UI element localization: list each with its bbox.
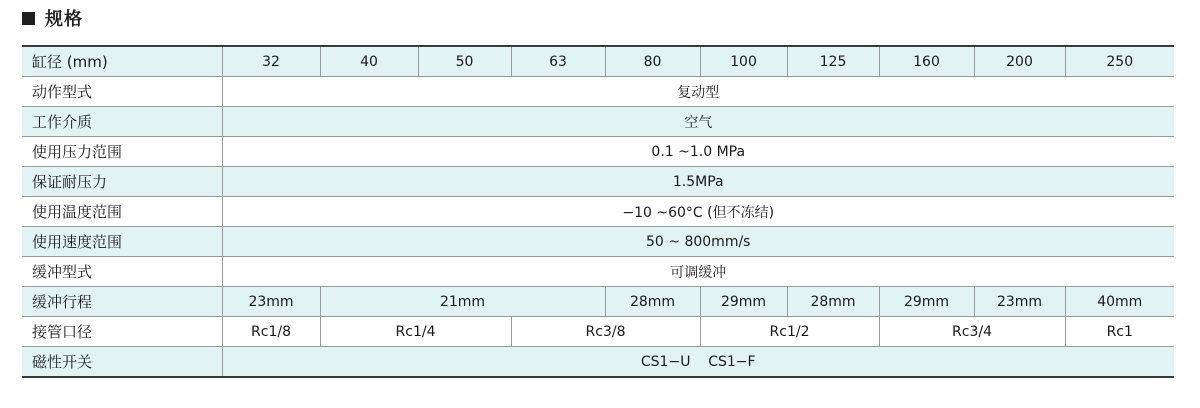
- bore-125: 125: [787, 46, 879, 77]
- bore-160: 160: [879, 46, 974, 77]
- cushion-stroke-250: 40mm: [1065, 287, 1174, 317]
- temp-range-value: −10 ~60°C (但不冻结): [222, 197, 1174, 227]
- cushion-stroke-200: 23mm: [974, 287, 1065, 317]
- section-title-text: 规格: [45, 9, 83, 30]
- table-row-proof-pressure: [22, 167, 1174, 197]
- row-label-cushion: 缓冲型式: [22, 257, 222, 287]
- bore-80: 80: [605, 46, 700, 77]
- table-row-temp-range: [22, 197, 1174, 227]
- port-size-32: Rc1/8: [222, 317, 320, 347]
- table-row-medium: [22, 107, 1174, 137]
- port-size-160-200: Rc3/4: [879, 317, 1065, 347]
- pressure-range-value: 0.1 ~1.0 MPa: [222, 137, 1174, 167]
- bore-32: 32: [222, 46, 320, 77]
- row-label-proof-pressure: 保证耐压力: [22, 167, 222, 197]
- speed-range-value: 50 ~ 800mm/s: [222, 227, 1174, 257]
- switch-value: CS1−U CS1−F: [222, 347, 1174, 378]
- cushion-stroke-32: 23mm: [222, 287, 320, 317]
- row-label-action: 动作型式: [22, 77, 222, 107]
- bore-40: 40: [320, 46, 418, 77]
- cushion-value: 可调缓冲: [222, 257, 1174, 287]
- row-label-pressure-range: 使用压力范围: [22, 137, 222, 167]
- cushion-stroke-160: 29mm: [879, 287, 974, 317]
- row-label-bore: 缸径 (mm): [22, 46, 222, 77]
- cushion-stroke-40-63: 21mm: [320, 287, 605, 317]
- section-title: [22, 6, 83, 30]
- table-row-port-size: [22, 317, 1174, 347]
- table-row-speed-range: [22, 227, 1174, 257]
- port-size-40-50: Rc1/4: [320, 317, 511, 347]
- port-size-250: Rc1: [1065, 317, 1174, 347]
- table-row-cushion: [22, 257, 1174, 287]
- row-label-temp-range: 使用温度范围: [22, 197, 222, 227]
- row-label-speed-range: 使用速度范围: [22, 227, 222, 257]
- bore-100: 100: [700, 46, 787, 77]
- table-row-cushion-stroke: [22, 287, 1174, 317]
- bore-63: 63: [511, 46, 605, 77]
- bore-250: 250: [1065, 46, 1174, 77]
- table-row-action: [22, 77, 1174, 107]
- table-row-bore: [22, 46, 1174, 77]
- table-row-switch: [22, 347, 1174, 378]
- row-label-medium: 工作介质: [22, 107, 222, 137]
- bore-200: 200: [974, 46, 1065, 77]
- port-size-63-80: Rc3/8: [511, 317, 700, 347]
- row-label-switch: 磁性开关: [22, 347, 222, 378]
- square-bullet-icon: [22, 12, 35, 25]
- bore-50: 50: [418, 46, 511, 77]
- cushion-stroke-125: 28mm: [787, 287, 879, 317]
- medium-value: 空气: [222, 107, 1174, 137]
- row-label-port-size: 接管口径: [22, 317, 222, 347]
- cushion-stroke-80: 28mm: [605, 287, 700, 317]
- action-value: 复动型: [222, 77, 1174, 107]
- proof-pressure-value: 1.5MPa: [222, 167, 1174, 197]
- port-size-100-125: Rc1/2: [700, 317, 879, 347]
- table-row-pressure-range: [22, 137, 1174, 167]
- spec-table: [22, 45, 1174, 378]
- cushion-stroke-100: 29mm: [700, 287, 787, 317]
- row-label-cushion-stroke: 缓冲行程: [22, 287, 222, 317]
